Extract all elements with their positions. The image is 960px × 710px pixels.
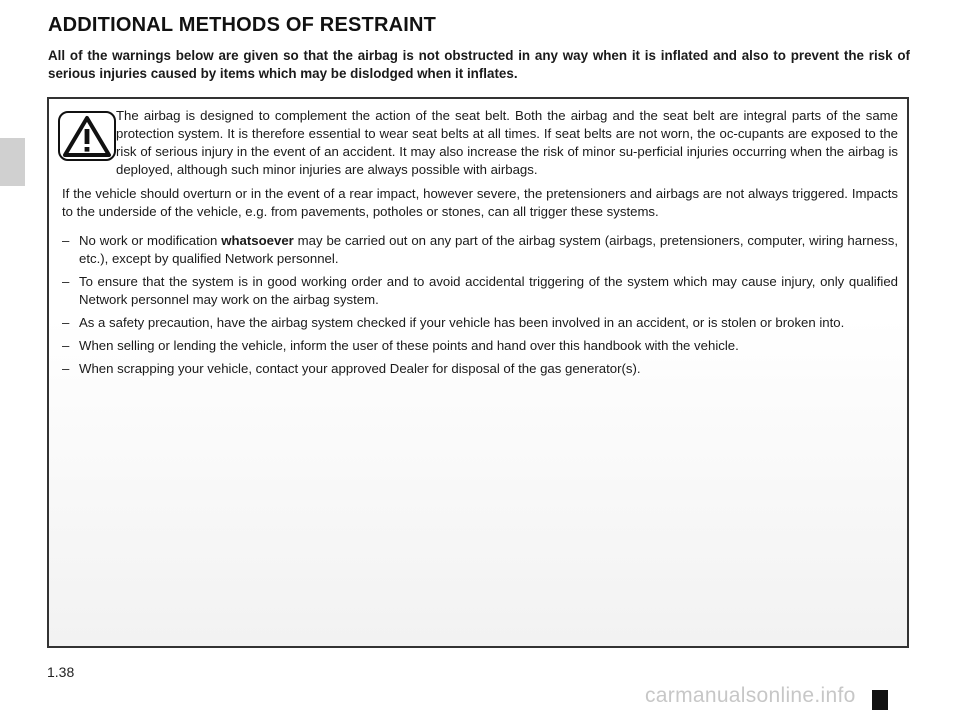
dash-marker: – (62, 233, 70, 248)
warning-triangle-icon (58, 111, 116, 161)
intro-paragraph: All of the warnings below are given so that the airbag is not obstructed in any way when it is inflated and also to prevent the risk of serious injuries caused by items which may be dislodged when it inflates. (48, 48, 910, 81)
bullet-text: To ensure that the system is in good working order and to avoid accidental triggering of the system which may cause injury, only qualified Network personnel may work on the airbag system. (79, 274, 898, 307)
page-corner-mark (872, 690, 888, 710)
chapter-side-tab (0, 138, 25, 186)
bullet-text: No work or modification (79, 233, 222, 248)
list-item (62, 273, 898, 309)
bullet-text: As a safety precaution, have the airbag system checked if your vehicle has been involved in an accident, or is stolen or broken into. (79, 315, 845, 330)
bullet-text: When selling or lending the vehicle, inform the user of these points and hand over this handbook with the vehicle. (79, 338, 739, 353)
list-item (62, 360, 898, 378)
overturn-paragraph: If the vehicle should overturn or in the event of a rear impact, however severe, the pretensioners and airbags are not always triggered. Impacts to the underside of the vehicle, e.g. from pavements, potholes or stones, can all trigger these systems. (62, 186, 898, 219)
list-item (62, 337, 898, 355)
page-number: 1.38 (47, 664, 75, 680)
bullet-emphasis: whatsoever (221, 233, 294, 248)
warning-box (47, 97, 909, 648)
page-title: ADDITIONAL METHODS OF RESTRAINT (48, 14, 437, 36)
airbag-complement-paragraph: The airbag is designed to complement the action of the seat belt. Both the airbag and the seat belt are integral parts of the same protection system. It is therefore essential to wear seat belts at all times. If seat belts are not worn, the oc-cupants are exposed to the risk of serious injury in the event of an accident. It may also increase the risk of minor su-perficial injuries occurring when the airbag is deployed, although such minor injuries are always possible with airbags. (116, 108, 898, 177)
dash-marker: – (62, 361, 70, 376)
list-item (62, 314, 898, 332)
dash-marker: – (62, 274, 70, 289)
bullet-text: may be carried out on any part of the airbag system (airbags, pretensioners, computer, wiring harness, etc.), except by qualified Network personnel. (79, 233, 898, 266)
warning-list (62, 232, 898, 383)
list-item (62, 232, 898, 268)
watermark-text: carmanualsonline.info (645, 684, 856, 707)
dash-marker: – (62, 338, 70, 353)
dash-marker: – (62, 315, 70, 330)
bullet-text: When scrapping your vehicle, contact your approved Dealer for disposal of the gas generator(s). (79, 361, 641, 376)
